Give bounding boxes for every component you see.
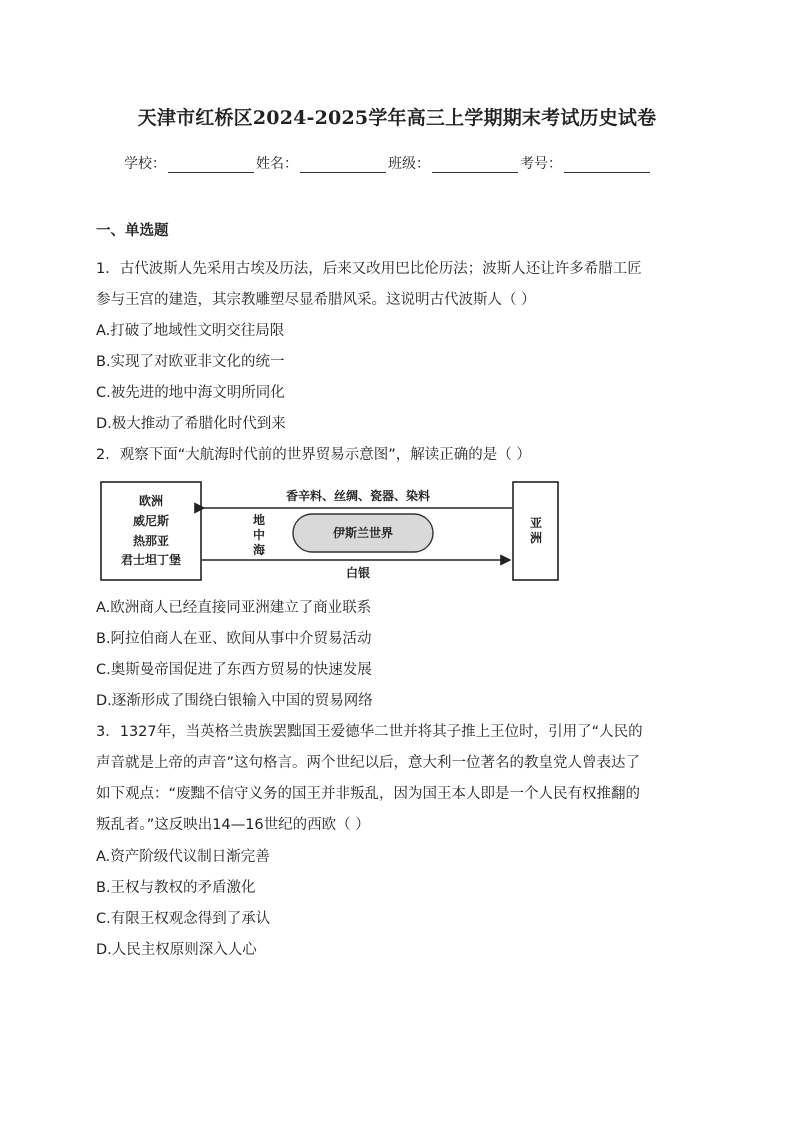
venice-label: 威尼斯: [132, 514, 170, 528]
q3-option-b: B.王权与教权的矛盾激化: [96, 880, 256, 896]
q2-option-b: B.阿拉伯商人在亚、欧间从事中介贸易活动: [96, 631, 372, 647]
genoa-label: 热那亚: [132, 534, 170, 548]
q3-stem-line4: 叛乱者。”这反映出14—16世纪的西欧（ ）: [96, 817, 370, 833]
islam-world-label: 伊斯兰世界: [332, 526, 394, 540]
q2-option-a: A.欧洲商人已经直接同亚洲建立了商业联系: [96, 600, 372, 616]
class-label: 班级：: [388, 156, 430, 172]
q2-option-c: C.奥斯曼帝国促进了东西方贸易的快速发展: [96, 662, 372, 678]
section-heading: 一、单选题: [96, 223, 169, 239]
student-info-row: [124, 153, 652, 173]
q1-option-b: B.实现了对欧亚非文化的统一: [96, 354, 285, 370]
q1-stem-line2: 参与王宫的建造，其宗教雕塑尽显希腊风采。这说明古代波斯人（ ）: [96, 292, 536, 308]
page-title: 天津市红桥区2024-2025学年高三上学期期末考试历史试卷: [137, 107, 657, 129]
class-blank[interactable]: [432, 156, 518, 173]
number-blank[interactable]: [564, 156, 650, 173]
q2-stem: 2．观察下面“大航海时代前的世界贸易示意图”，解读正确的是（ ）: [96, 447, 531, 463]
q3-option-a: A.资产阶级代议制日渐完善: [96, 849, 270, 865]
constantinople-label: 君士坦丁堡: [120, 553, 182, 567]
europe-label: 欧洲: [138, 494, 164, 508]
asia-label-1: 亚: [529, 516, 543, 530]
q1-option-c: C.被先进的地中海文明所同化: [96, 385, 285, 401]
school-label: 学校：: [124, 156, 166, 172]
q3-option-d: D.人民主权原则深入人心: [96, 942, 257, 958]
q3-stem-line2: 声音就是上帝的声音”这句格言。两个世纪以后，意大利一位著名的教皇党人曾表达了: [96, 755, 641, 771]
goods-label: 香辛料、丝绸、瓷器、染料: [285, 489, 431, 503]
q2-option-d: D.逐渐形成了围绕白银输入中国的贸易网络: [96, 693, 373, 709]
asia-label-2: 洲: [529, 531, 543, 545]
q1-stem-line1: 1．古代波斯人先采用古埃及历法，后来又改用巴比伦历法；波斯人还让许多希腊工匠: [96, 261, 642, 277]
q1-option-d: D.极大推动了希腊化时代到来: [96, 416, 286, 432]
school-blank[interactable]: [168, 156, 254, 173]
trade-diagram: [100, 478, 560, 584]
mediterranean-label-2: 中: [252, 528, 266, 542]
q1-option-a: A.打破了地域性文明交往局限: [96, 323, 285, 339]
mediterranean-label-1: 地: [252, 513, 266, 527]
silver-label: 白银: [345, 566, 371, 580]
name-blank[interactable]: [300, 156, 386, 173]
q3-stem-line1: 3．1327年，当英格兰贵族罢黜国王爱德华二世并将其子推上王位时，引用了“人民的: [96, 724, 643, 740]
name-label: 姓名：: [256, 156, 298, 172]
number-label: 考号：: [520, 156, 562, 172]
q3-option-c: C.有限王权观念得到了承认: [96, 911, 271, 927]
q3-stem-line3: 如下观点：“废黜不信守义务的国王并非叛乱，因为国王本人即是一个人民有权推翻的: [96, 786, 641, 802]
mediterranean-label-3: 海: [252, 543, 266, 557]
